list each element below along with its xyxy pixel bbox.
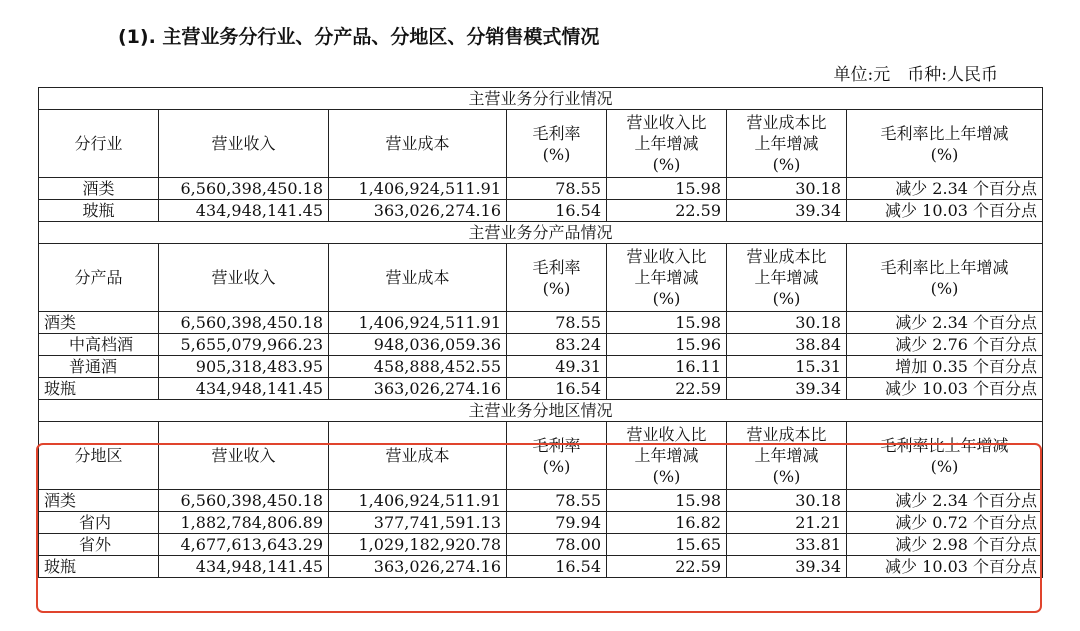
- revenue-cell: 6,560,398,450.18: [159, 490, 329, 512]
- table-row: [39, 534, 1043, 556]
- cost-change-cell: 30.18: [727, 178, 847, 200]
- gross-margin-cell: 78.55: [507, 178, 607, 200]
- revenue-change-cell: 22.59: [607, 200, 727, 222]
- gross-margin-change-cell: 减少 10.03 个百分点: [847, 378, 1043, 400]
- gross-margin-change-header-line-2: (%): [930, 278, 959, 298]
- cost-change-cell: 30.18: [727, 490, 847, 512]
- revenue-change-header-line-1: 营业收入比: [626, 425, 707, 444]
- revenue-change-cell: 15.96: [607, 334, 727, 356]
- section-heading: 主营业务分地区情况: [39, 400, 1043, 422]
- revenue-cell: 4,677,613,643.29: [159, 534, 329, 556]
- cost-change-cell: 15.31: [727, 356, 847, 378]
- gross-margin-cell: 79.94: [507, 512, 607, 534]
- table-row: [39, 312, 1043, 334]
- revenue-change-cell: 15.65: [607, 534, 727, 556]
- revenue-cell: 434,948,141.45: [159, 378, 329, 400]
- gross-margin-change-cell: 减少 0.72 个百分点: [847, 512, 1043, 534]
- column-header-row: [39, 422, 1043, 490]
- cost-change-cell: 39.34: [727, 378, 847, 400]
- revenue-header: 营业收入: [159, 244, 329, 312]
- row-name: 酒类: [39, 490, 159, 512]
- cost-change-cell: 21.21: [727, 512, 847, 534]
- table-row: [39, 178, 1043, 200]
- revenue-change-cell: 15.98: [607, 490, 727, 512]
- gross-margin-header: [507, 110, 607, 178]
- gross-margin-cell: 16.54: [507, 556, 607, 578]
- column-header-row: [39, 110, 1043, 178]
- cost-change-cell: 38.84: [727, 334, 847, 356]
- gross-margin-cell: 78.00: [507, 534, 607, 556]
- table-row: [39, 334, 1043, 356]
- cost-cell: 363,026,274.16: [329, 378, 507, 400]
- gross-margin-change-cell: 减少 10.03 个百分点: [847, 200, 1043, 222]
- revenue-change-header: [607, 244, 727, 312]
- revenue-change-cell: 16.82: [607, 512, 727, 534]
- gross-margin-header-line-1: 毛利率: [532, 123, 581, 143]
- revenue-cell: 434,948,141.45: [159, 200, 329, 222]
- unit-currency-note: 单位:元 币种:人民币: [833, 65, 998, 85]
- gross-margin-change-cell: 增加 0.35 个百分点: [847, 356, 1043, 378]
- revenue-change-header: [607, 422, 727, 490]
- cost-cell: 363,026,274.16: [329, 200, 507, 222]
- revenue-header: 营业收入: [159, 422, 329, 490]
- gross-margin-header: [507, 244, 607, 312]
- revenue-change-cell: 15.98: [607, 178, 727, 200]
- row-name: 玻瓶: [39, 378, 159, 400]
- cost-header: 营业成本: [329, 422, 507, 490]
- gross-margin-cell: 16.54: [507, 378, 607, 400]
- cost-change-header-line-3: (%): [772, 467, 801, 486]
- revenue-cell: 1,882,784,806.89: [159, 512, 329, 534]
- table-row: [39, 512, 1043, 534]
- revenue-change-cell: 16.11: [607, 356, 727, 378]
- row-name: 普通酒: [39, 356, 159, 378]
- cost-cell: 458,888,452.55: [329, 356, 507, 378]
- cost-header: 营业成本: [329, 110, 507, 178]
- cost-change-cell: 39.34: [727, 200, 847, 222]
- revenue-change-cell: 22.59: [607, 556, 727, 578]
- gross-margin-cell: 83.24: [507, 334, 607, 356]
- gross-margin-change-cell: 减少 2.98 个百分点: [847, 534, 1043, 556]
- gross-margin-change-header-line-2: (%): [930, 144, 959, 164]
- cost-change-header-line-1: 营业成本比: [746, 425, 827, 444]
- cost-cell: 1,406,924,511.91: [329, 178, 507, 200]
- gross-margin-change-cell: 减少 2.34 个百分点: [847, 312, 1043, 334]
- revenue-cell: 6,560,398,450.18: [159, 312, 329, 334]
- gross-margin-cell: 78.55: [507, 312, 607, 334]
- gross-margin-header: [507, 422, 607, 490]
- revenue-change-cell: 22.59: [607, 378, 727, 400]
- gross-margin-change-header: [847, 110, 1043, 178]
- cost-change-header: [727, 244, 847, 312]
- cost-cell: 1,406,924,511.91: [329, 490, 507, 512]
- table-row: [39, 556, 1043, 578]
- revenue-header: 营业收入: [159, 110, 329, 178]
- revenue-cell: 434,948,141.45: [159, 556, 329, 578]
- dimension-header: 分行业: [39, 110, 159, 178]
- gross-margin-change-cell: 减少 10.03 个百分点: [847, 556, 1043, 578]
- cost-change-cell: 33.81: [727, 534, 847, 556]
- cost-cell: 1,029,182,920.78: [329, 534, 507, 556]
- row-name: 省外: [39, 534, 159, 556]
- section-heading: 主营业务分行业情况: [39, 88, 1043, 110]
- cost-cell: 948,036,059.36: [329, 334, 507, 356]
- cost-change-header: [727, 422, 847, 490]
- cost-change-header-line-2: 上年增减: [754, 134, 819, 153]
- cost-change-header-line-3: (%): [772, 289, 801, 308]
- table-row: [39, 356, 1043, 378]
- gross-margin-change-header-line-1: 毛利率比上年增减: [880, 123, 1009, 143]
- gross-margin-change-header-line-2: (%): [930, 456, 959, 476]
- cost-cell: 1,406,924,511.91: [329, 312, 507, 334]
- row-name: 玻瓶: [39, 200, 159, 222]
- cost-change-cell: 39.34: [727, 556, 847, 578]
- revenue-change-header-line-1: 营业收入比: [626, 247, 707, 266]
- row-name: 中高档酒: [39, 334, 159, 356]
- table-row: [39, 490, 1043, 512]
- cost-change-header: [727, 110, 847, 178]
- gross-margin-change-header: [847, 244, 1043, 312]
- cost-change-cell: 30.18: [727, 312, 847, 334]
- gross-margin-change-header-line-1: 毛利率比上年增减: [880, 435, 1009, 455]
- revenue-change-cell: 15.98: [607, 312, 727, 334]
- section-title-row: [39, 88, 1043, 110]
- row-name: 酒类: [39, 178, 159, 200]
- gross-margin-header-line-2: (%): [542, 144, 571, 164]
- revenue-cell: 905,318,483.95: [159, 356, 329, 378]
- table-row: [39, 378, 1043, 400]
- row-name: 酒类: [39, 312, 159, 334]
- section-title-row: [39, 222, 1043, 244]
- cost-cell: 377,741,591.13: [329, 512, 507, 534]
- gross-margin-change-header: [847, 422, 1043, 490]
- revenue-change-header-line-2: 上年增减: [634, 446, 699, 465]
- revenue-change-header-line-1: 营业收入比: [626, 113, 707, 132]
- gross-margin-change-header-line-1: 毛利率比上年增减: [880, 257, 1009, 277]
- cost-change-header-line-1: 营业成本比: [746, 113, 827, 132]
- revenue-cell: 5,655,079,966.23: [159, 334, 329, 356]
- dimension-header: 分产品: [39, 244, 159, 312]
- gross-margin-header-line-2: (%): [542, 456, 571, 476]
- gross-margin-change-cell: 减少 2.34 个百分点: [847, 490, 1043, 512]
- cost-cell: 363,026,274.16: [329, 556, 507, 578]
- revenue-change-header-line-3: (%): [652, 289, 681, 308]
- revenue-change-header-line-2: 上年增减: [634, 268, 699, 287]
- cost-change-header-line-2: 上年增减: [754, 446, 819, 465]
- table-row: [39, 200, 1043, 222]
- revenue-cell: 6,560,398,450.18: [159, 178, 329, 200]
- gross-margin-header-line-2: (%): [542, 278, 571, 298]
- cost-change-header-line-1: 营业成本比: [746, 247, 827, 266]
- revenue-change-header-line-2: 上年增减: [634, 134, 699, 153]
- cost-change-header-line-3: (%): [772, 155, 801, 174]
- row-name: 省内: [39, 512, 159, 534]
- gross-margin-change-cell: 减少 2.34 个百分点: [847, 178, 1043, 200]
- revenue-change-header: [607, 110, 727, 178]
- gross-margin-cell: 78.55: [507, 490, 607, 512]
- gross-margin-cell: 16.54: [507, 200, 607, 222]
- cost-change-header-line-2: 上年增减: [754, 268, 819, 287]
- section-title-row: [39, 400, 1043, 422]
- section-title: (1). 主营业务分行业、分产品、分地区、分销售模式情况: [118, 26, 600, 48]
- section-heading: 主营业务分产品情况: [39, 222, 1043, 244]
- dimension-header: 分地区: [39, 422, 159, 490]
- gross-margin-cell: 49.31: [507, 356, 607, 378]
- cost-header: 营业成本: [329, 244, 507, 312]
- revenue-change-header-line-3: (%): [652, 155, 681, 174]
- gross-margin-change-cell: 减少 2.76 个百分点: [847, 334, 1043, 356]
- main-business-table: [38, 87, 1043, 578]
- row-name: 玻瓶: [39, 556, 159, 578]
- revenue-change-header-line-3: (%): [652, 467, 681, 486]
- gross-margin-header-line-1: 毛利率: [532, 257, 581, 277]
- column-header-row: [39, 244, 1043, 312]
- gross-margin-header-line-1: 毛利率: [532, 435, 581, 455]
